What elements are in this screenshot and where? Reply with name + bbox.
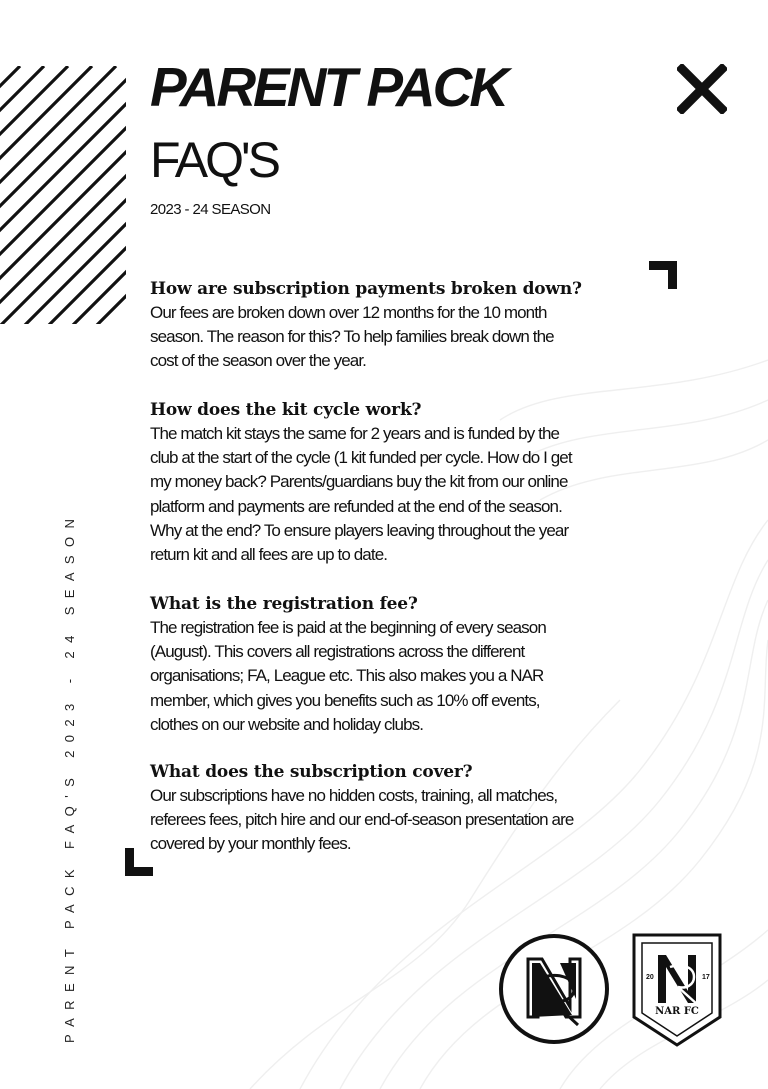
- faq-question: What does the subscription cover?: [150, 762, 473, 782]
- crest-year-right: 17: [702, 974, 710, 981]
- page-title: PARENT PACK: [150, 56, 507, 118]
- diagonal-stripes-decoration: [0, 66, 126, 324]
- faq-answer: The registration fee is paid at the beginning of every season (August). This covers all registrations across the different organisations; FA, League etc. This also makes you a NAR member, which gives you benefits such as 10% off events, clothes on our website and holiday clubs.: [150, 618, 546, 734]
- faq-item: [150, 398, 670, 567]
- faq-question: What is the registration fee?: [150, 594, 418, 614]
- faq-answer: The match kit stays the same for 2 years and is funded by the club at the start of the cycle (1 kit funded per cycle. How do I get my money back? Parents/guardians buy the kit from our online platform and payments are refunded at the end of the season. Why at the end? To ensure players leaving throughout the year return kit and all fees are up to date.: [150, 424, 572, 565]
- x-mark-icon: [677, 64, 727, 114]
- faq-item: [150, 760, 670, 857]
- corner-bracket-bottom-left-icon: [125, 848, 153, 876]
- page-subtitle: FAQ'S: [150, 132, 278, 188]
- faq-question: How does the kit cycle work?: [150, 400, 422, 420]
- season-label: 2023 - 24 SEASON: [150, 201, 271, 218]
- faq-item: [150, 277, 670, 374]
- faq-question: How are subscription payments broken down?: [150, 279, 582, 299]
- nar-monogram-round-logo: [498, 933, 610, 1045]
- vertical-side-text: PARENT PACK FAQ'S 2023 - 24 SEASON: [62, 510, 77, 1043]
- faq-answer: Our fees are broken down over 12 months for the 10 month season. The reason for this? To help families break down the cost of the season over the year.: [150, 303, 554, 371]
- faq-answer: Our subscriptions have no hidden costs, training, all matches, referees fees, pitch hire and our end-of-season presentation are covered by your monthly fees.: [150, 786, 574, 854]
- faq-item: [150, 592, 670, 737]
- nar-fc-shield-crest: [632, 933, 722, 1047]
- crest-club-name: NAR FC: [655, 1006, 699, 1017]
- crest-year-left: 20: [646, 974, 654, 981]
